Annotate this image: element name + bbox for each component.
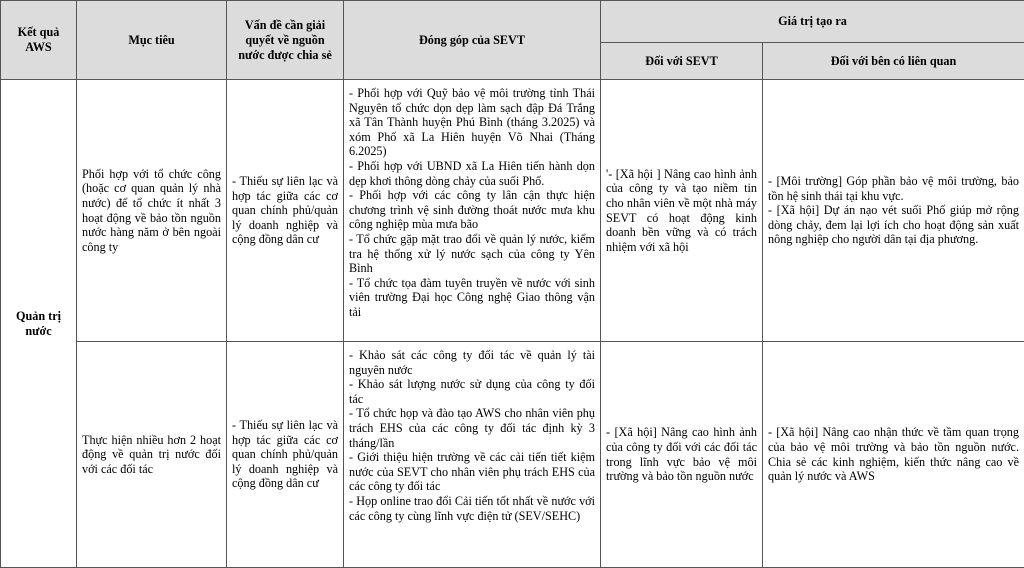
header-contribution: Đóng góp của SEVT xyxy=(344,1,601,80)
contribution-item: - Tổ chức họp và đào tạo AWS cho nhân viên phụ trách EHS của các công ty đối tác định kỳ 3 tháng/lần xyxy=(349,406,595,450)
value-item: - [Xã hội] Dự án nạo vét suối Phố giúp mở rộng dòng chảy, đem lại lợi ích cho hoạt động sản xuất nông nghiệp cho người dân tại địa phương. xyxy=(768,203,1019,247)
contribution-item: - Khảo sát các công ty đối tác về quản lý tài nguyên nước xyxy=(349,348,595,377)
value-stakeholders-cell xyxy=(763,342,1024,568)
table-row xyxy=(1,342,1024,568)
value-item: - [Môi trường] Góp phần bảo vệ môi trường, bảo tồn hệ sinh thái tại khu vực. xyxy=(768,174,1019,203)
contribution-item: - Khảo sát lượng nước sử dụng của công ty đối tác xyxy=(349,377,595,406)
table-row xyxy=(1,80,1024,342)
contribution-item: - Giới thiệu hiện trường về các cải tiến tiết kiệm nước của SEVT cho nhân viên phụ trách EHS của các công ty đối tác xyxy=(349,450,595,494)
header-value-sevt: Đối với SEVT xyxy=(601,43,763,80)
contribution-item: - Tổ chức gặp mặt trao đổi về quản lý nước, kiểm tra hệ thống xử lý nước sạch của công ty Yên Bình xyxy=(349,232,595,276)
issue-cell: - Thiếu sự liên lạc và hợp tác giữa các cơ quan chính phủ/quản lý doanh nghiệp và cộng đồng dân cư xyxy=(227,342,344,568)
contribution-item: - Phối hợp với UBND xã La Hiên tiến hành dọn dẹp khơi thông dòng chảy của suối Phố. xyxy=(349,159,595,188)
header-goal: Mục tiêu xyxy=(77,1,227,80)
header-value: Giá trị tạo ra xyxy=(601,1,1024,43)
issue-cell: - Thiếu sự liên lạc và hợp tác giữa các cơ quan chính phủ/quản lý doanh nghiệp và cộng đồng dân cư xyxy=(227,80,344,342)
header-result: Kết quả AWS xyxy=(1,1,77,80)
value-sevt-cell: '- [Xã hội ] Nâng cao hình ảnh của công ty và tạo niềm tin cho nhân viên về một nhà máy SEVT có hoạt động kinh doanh bền vững và có trách nhiệm với xã hội xyxy=(601,80,763,342)
result-label: Quản trị nước xyxy=(1,80,77,568)
contribution-item: - Họp online trao đổi Cải tiến tốt nhất về nước với các công ty cùng lĩnh vực điện tử (SEV/SEHC) xyxy=(349,494,595,523)
contribution-cell xyxy=(344,80,601,342)
header-value-stakeholders: Đối với bên có liên quan xyxy=(763,43,1024,80)
goal-cell: Thực hiện nhiều hơn 2 hoạt động về quản trị nước đối với các đối tác xyxy=(77,342,227,568)
contribution-item: - Phối hợp với Quỹ bảo vệ môi trường tỉnh Thái Nguyên tổ chức dọn dẹp làm sạch đập Đá Trắng xã Tân Thành huyện Phú Bình (tháng 3.2025) và xóm Phố xã La Hiên huyện Võ Nhai (Tháng 6.2025) xyxy=(349,86,595,159)
contribution-item: - Tổ chức tọa đàm tuyên truyền về nước với sinh viên trường Đại học Công nghệ Giao thông vận tải xyxy=(349,276,595,320)
value-item: - [Xã hội] Nâng cao nhận thức về tầm quan trọng của bảo vệ môi trường và bảo tồn nguồn nước. Chia sẻ các kinh nghiệm, kiến thức nâng cao về quản lý nước và AWS xyxy=(768,425,1019,483)
header-issue: Vấn đề cần giải quyết về nguồn nước được chia sẻ xyxy=(227,1,344,80)
contribution-item: - Phối hợp với các công ty lân cận thực hiện chương trình vệ sinh đường thoát nước mưa khu công nghiệp mùa mưa bão xyxy=(349,188,595,232)
goal-cell: Phối hợp với tổ chức công (hoặc cơ quan quản lý nhà nước) để tổ chức ít nhất 3 hoạt động về bảo tồn nguồn nước hàng năm ở bên ngoài công ty xyxy=(77,80,227,342)
value-sevt-cell: - [Xã hội] Nâng cao hình ảnh của công ty đối với các đối tác trong lĩnh vực bảo vệ môi trường và bảo tồn nguồn nước xyxy=(601,342,763,568)
value-stakeholders-cell xyxy=(763,80,1024,342)
contribution-cell xyxy=(344,342,601,568)
